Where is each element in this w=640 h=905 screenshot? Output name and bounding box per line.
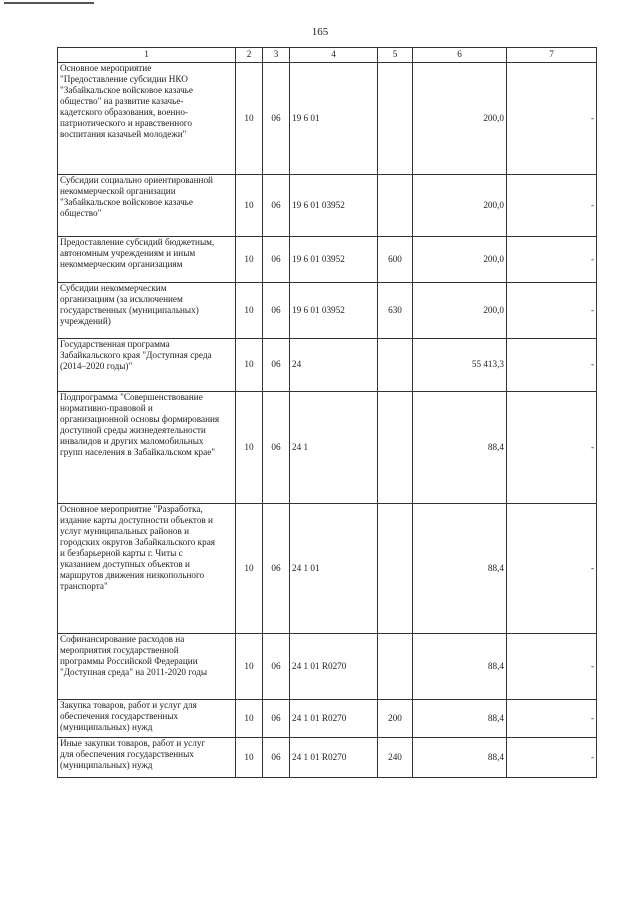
target-article-cell: 24 1 01 R0270 <box>290 700 378 738</box>
subsection-code-cell: 06 <box>263 175 290 237</box>
description-line: общество" <box>60 208 102 219</box>
expense-type-cell <box>378 339 413 392</box>
subsection-code-cell: 06 <box>263 392 290 504</box>
description-line: Основное мероприятие "Разработка, <box>60 504 203 514</box>
expense-type-cell: 630 <box>378 283 413 339</box>
description-line: учреждений) <box>60 316 111 327</box>
expense-type-cell: 600 <box>378 237 413 283</box>
description-line: (муниципальных) нужд <box>60 722 153 733</box>
description-line: организационной основы формирования <box>60 414 220 425</box>
row-description <box>58 283 236 339</box>
budget-table <box>57 47 597 778</box>
expense-type-cell <box>378 63 413 175</box>
description-line: Иные закупки товаров, работ и услуг <box>60 738 206 748</box>
description-line: групп населения в Забайкальском крае" <box>60 447 216 458</box>
subsection-code-cell: 06 <box>263 504 290 634</box>
description-line: организациям (за исключением <box>60 294 183 305</box>
section-code-cell: 10 <box>236 504 263 634</box>
expense-type-cell <box>378 504 413 634</box>
target-article-cell: 24 1 <box>290 392 378 504</box>
description-line: Предоставление субсидий бюджетным, <box>60 237 215 247</box>
row-description <box>58 339 236 392</box>
column-header: 6 <box>413 48 507 63</box>
column-7-cell: - <box>507 339 597 392</box>
description-line: (2014–2020 годы)" <box>60 361 133 372</box>
row-description <box>58 700 236 738</box>
header-row <box>58 48 597 63</box>
expense-type-cell: 200 <box>378 700 413 738</box>
section-code-cell: 10 <box>236 175 263 237</box>
description-line: нормативно-правовой и <box>60 403 153 414</box>
amount-cell: 88,4 <box>413 634 507 700</box>
row-description <box>58 504 236 634</box>
description-line: патриотического и нравственного <box>60 118 192 129</box>
section-code-cell: 10 <box>236 700 263 738</box>
description-line: Государственная программа <box>60 339 170 349</box>
description-line: автономным учреждениям и иным <box>60 248 196 259</box>
target-article-cell: 19 6 01 03952 <box>290 283 378 339</box>
subsection-code-cell: 06 <box>263 738 290 778</box>
table-row <box>58 237 597 283</box>
subsection-code-cell: 06 <box>263 634 290 700</box>
description-line: для обеспечения государственных <box>60 749 194 760</box>
description-line: обеспечения государственных <box>60 711 179 722</box>
description-line: Подпрограмма "Совершенствование <box>60 392 203 402</box>
description-line: программы Российской Федерации <box>60 656 198 667</box>
subsection-code-cell: 06 <box>263 700 290 738</box>
description-line: указанием доступных объектов и <box>60 559 190 570</box>
table-row <box>58 700 597 738</box>
page-number: 165 <box>311 26 329 38</box>
target-article-cell: 19 6 01 03952 <box>290 175 378 237</box>
section-code-cell: 10 <box>236 339 263 392</box>
column-header: 4 <box>290 48 378 63</box>
description-line: городских округов Забайкальского края <box>60 537 216 548</box>
description-line: некоммерческой организации <box>60 186 176 197</box>
row-description <box>58 392 236 504</box>
column-7-cell: - <box>507 283 597 339</box>
description-line: Основное мероприятие <box>60 63 152 73</box>
description-line: "Забайкальское войсковое казачье <box>60 197 193 208</box>
column-7-cell: - <box>507 634 597 700</box>
amount-cell: 200,0 <box>413 175 507 237</box>
amount-cell: 88,4 <box>413 738 507 778</box>
description-line: маршрутов движения низкопольного <box>60 570 205 581</box>
column-7-cell: - <box>507 504 597 634</box>
target-article-cell: 19 6 01 03952 <box>290 237 378 283</box>
table-row <box>58 63 597 175</box>
table-row <box>58 175 597 237</box>
description-line: и безбарьерной карты г. Читы с <box>60 548 183 559</box>
description-line: Закупка товаров, работ и услуг для <box>60 700 197 710</box>
amount-cell: 200,0 <box>413 237 507 283</box>
column-header: 1 <box>58 48 236 63</box>
section-code-cell: 10 <box>236 63 263 175</box>
row-description <box>58 237 236 283</box>
table-row <box>58 504 597 634</box>
amount-cell: 88,4 <box>413 700 507 738</box>
table-row <box>58 634 597 700</box>
row-description <box>58 738 236 778</box>
description-line: Забайкальского края "Доступная среда <box>60 350 212 361</box>
description-line: "Забайкальское войсковое казачье <box>60 85 193 96</box>
expense-type-cell: 240 <box>378 738 413 778</box>
subsection-code-cell: 06 <box>263 339 290 392</box>
column-header: 2 <box>236 48 263 63</box>
column-7-cell: - <box>507 738 597 778</box>
amount-cell: 200,0 <box>413 63 507 175</box>
target-article-cell: 24 1 01 <box>290 504 378 634</box>
description-line: некоммерческим организациям <box>60 259 183 270</box>
description-line: Субсидии некоммерческим <box>60 283 167 293</box>
table-row <box>58 392 597 504</box>
scan-artifact-line <box>4 2 94 4</box>
amount-cell: 88,4 <box>413 392 507 504</box>
section-code-cell: 10 <box>236 283 263 339</box>
column-header: 5 <box>378 48 413 63</box>
description-line: государственных (муниципальных) <box>60 305 199 316</box>
description-line: воспитания казачьей молодежи" <box>60 129 187 140</box>
column-header: 7 <box>507 48 597 63</box>
column-7-cell: - <box>507 392 597 504</box>
expense-type-cell <box>378 634 413 700</box>
section-code-cell: 10 <box>236 392 263 504</box>
subsection-code-cell: 06 <box>263 63 290 175</box>
description-line: мероприятия государственной <box>60 645 179 656</box>
description-line: Софинансирование расходов на <box>60 634 185 644</box>
target-article-cell: 24 1 01 R0270 <box>290 738 378 778</box>
table-row <box>58 339 597 392</box>
description-line: "Доступная среда" на 2011-2020 годы <box>60 667 208 678</box>
description-line: (муниципальных) нужд <box>60 760 153 771</box>
column-7-cell: - <box>507 175 597 237</box>
amount-cell: 88,4 <box>413 504 507 634</box>
description-line: инвалидов и других маломобильных <box>60 436 204 447</box>
row-description <box>58 175 236 237</box>
row-description <box>58 63 236 175</box>
target-article-cell: 24 <box>290 339 378 392</box>
amount-cell: 55 413,3 <box>413 339 507 392</box>
description-line: "Предоставление субсидии НКО <box>60 74 188 85</box>
section-code-cell: 10 <box>236 634 263 700</box>
description-line: издание карты доступности объектов и <box>60 515 213 526</box>
column-header: 3 <box>263 48 290 63</box>
section-code-cell: 10 <box>236 738 263 778</box>
subsection-code-cell: 06 <box>263 283 290 339</box>
description-line: услуг муниципальных районов и <box>60 526 190 537</box>
expense-type-cell <box>378 392 413 504</box>
target-article-cell: 19 6 01 <box>290 63 378 175</box>
expense-type-cell <box>378 175 413 237</box>
description-line: доступной среды жизнедеятельности <box>60 425 206 436</box>
row-description <box>58 634 236 700</box>
description-line: транспорта" <box>60 581 108 592</box>
column-7-cell: - <box>507 700 597 738</box>
column-7-cell: - <box>507 237 597 283</box>
column-7-cell: - <box>507 63 597 175</box>
target-article-cell: 24 1 01 R0270 <box>290 634 378 700</box>
description-line: общество" на развитие казачье- <box>60 96 184 107</box>
table-row <box>58 738 597 778</box>
description-line: кадетского образования, военно- <box>60 107 188 118</box>
section-code-cell: 10 <box>236 237 263 283</box>
subsection-code-cell: 06 <box>263 237 290 283</box>
amount-cell: 200,0 <box>413 283 507 339</box>
table-row <box>58 283 597 339</box>
description-line: Субсидии социально ориентированной <box>60 175 213 185</box>
